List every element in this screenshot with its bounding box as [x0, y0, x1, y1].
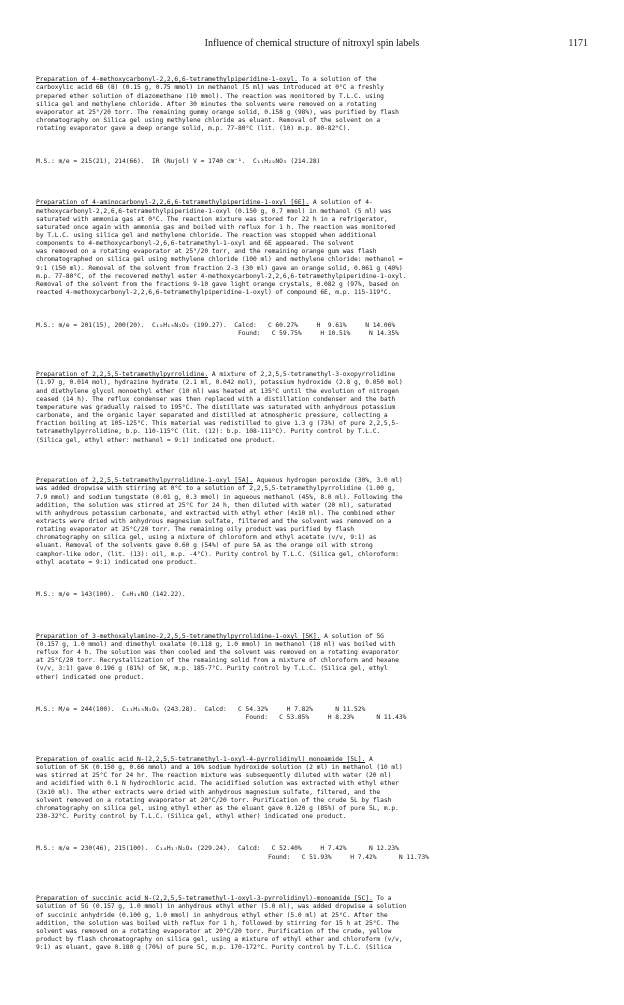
section-prep-pyrrolidine-oxyl-5a	[36, 477, 588, 567]
section-prep-aminocarbonyl-6e	[36, 199, 588, 297]
section-prep-tetramethylpyrrolidine	[36, 371, 588, 444]
section-prep-methoxalylamino-5k	[36, 633, 588, 682]
section-heading: Preparation of 2,2,5,5-tetramethylpyrrolidine-1-oxyl [5A].	[36, 477, 253, 485]
page-number: 1171	[568, 38, 588, 49]
section-heading: Preparation of 4-methoxycarbonyl-2,2,6,6-tetramethylpiperidine-1-oxyl.	[36, 76, 298, 84]
section-text: Aqueous hydrogen peroxide (30%, 3.0 ml) was added dropwise with stirring at 0°C to a solution of 2,2,5,5-tetramethylpyrrolidine (1.00 g, 7.9 mmol) and sodium tungstate (0.01 g, 0.3 mmol) in aqueous methanol (45%, 8.0 ml). Following the addition, the solution was stirred at 25°C for 24 h, then diluted with water (20 ml), saturated with anhydrous potassium carbonate, and extracted with ethyl ether (4x10 ml). The combined ether extracts were dried with anhydrous magnesium sulfate, filtered and the solvent was removed on a rotating evaporator at 25°C/20 torr. The remaining oily product was purified by flash chromatography on silica gel, using a mixture of chloroform and ethyl acetate (v/v, 9:1) as eluant. Removal of the solvents gave 0.60 g (54%) of pure 5A as the orange oil with strong camphor-like odor, (lit. (13): oil, m.p. -4°C). Purity control by T.L.C. (Silica gel, chloroform: ethyl acetate = 9:1) indicated one product.	[36, 477, 403, 566]
section-prep-oxalic-monoamide-5l	[36, 756, 588, 821]
section-text: To a solution of the carboxylic acid 6B (8) (0.15 g, 0.75 mmol) in methanol (5 ml) was introduced at 0°C a freshly prepared ether solution of diazomethane (10 mmol). The reaction was monitored by T.L.C. using silica gel and methylene chloride. After 30 minutes the solvents were removed on a rotating evaporator at 25°/20 torr. The remaining gummy orange solid, 0.158 g (98%), was purified by flash chromatography on Silica gel using methylene chloride as eluant. Removal of the solvent on a rotating evaporator gave a deep orange solid, m.p. 77-80°C (lit. (10) m.p. 80-82°C).	[36, 76, 399, 133]
section-heading: Preparation of 2,2,5,5-tetramethylpyrrolidine.	[36, 371, 209, 379]
section-heading: Preparation of succinic acid N-(2,2,5,5-tetramethyl-1-oxyl-3-pyrrolidinyl)-monoamide [5C].	[36, 895, 373, 903]
analytical-data: M.S.: m/e = 215(21), 214(66). IR (Nujol) V = 1740 cm⁻¹. C₁₁H₂₀NO₃ (214.28)	[36, 157, 321, 165]
section-text: A solution of 5G (0.157 g, 1.0 mmol) and dimethyl oxalate (0.118 g, 1.0 mmol) in methanol (10 ml) was boiled with reflux for 4 h. The solution was then cooled and the solvent was removed on a rotating evaporator at 25°C/20 torr. Recrystallization of the remaining solid from a mixture of chloroform and hexane (v/v, 3:1) gave 0.196 g (81%) of 5K, m.p. 185-7°C. Purity control by T.L.C. (Silica gel, ethyl ether) indicated one product.	[36, 632, 399, 681]
analytical-data: M.S.: m/e = 201(15), 200(20). C₁₀H₁₉N₂O₂ (199.27). Calcd: C 60.27% H 9.61% N 14.06% Found: C 59.75% H 10.51% N 14.35%	[36, 321, 399, 337]
section-text: A solution of 4- methoxycarbonyl-2,2,6,6-tetramethylpiperidine-1-oxyl (0.150 g, 0.7 mmol) in methanol (5 ml) was saturated with ammonia gas at 0°C. The reaction mixture was stored for 22 h in a refrigerator, saturated once again with ammonia gas and boiled with reflux for 1 h. The reaction was monitored by T.L.C. using silica gel and methylene chloride. The reaction was stopped when additional components to 4-methoxycarbonyl-2,6,6-tetramethyl-1-oxyl and 6E appeared. The solvent was removed on a rotating evaporator at 25°/20 torr, and the remaining orange gum was flash chromatographed on silica gel using methylene chloride (100 ml) and methylene chloride: methanol = 9:1 (150 ml). Removal of the solvent from fraction 2-3 (30 ml) gave an orange solid, 0.061 g (40%) m.p. 77-80°C, of the recovered methyl ester 4-methoxycarbonyl-2,2,6,6-tetramethylpiperidine-1-oxyl. Removal of the solvent from the fractions 9-10 gave light orange crystals, 0.082 g (97%, based on reacted 4-methoxycarbonyl-2,2,6,6-tetramethylpiperidine-1-oxyl) of compound 6E, m.p. 115-119°C.	[36, 199, 407, 297]
section-prep-methoxycarbonyl	[36, 76, 588, 133]
section-text: A mixture of 2,2,5,5-tetramethyl-3-oxopyrrolidine (1.97 g, 0.014 mol), hydrazine hydrate (2.1 ml, 0.042 mol), potassium hydroxide (2.8 g, 0.050 mol) and diethylene glycol monoethyl ether (10 ml) was heated at 135°C until the evolution of nitrogen ceased (14 h). The reflux condenser was then replaced with a distillation condenser and the bath temperature was gradually raised to 195°C. The distillate was saturated with anhydrous potassium carbonate, and the organic layer separated and distilled at atmospheric pressure, collecting a fraction boiling at 105-125°C. This material was redistilled to give 1.3 g (73%) of pure 2,2,5,5- tetramethylpyrrolidine, b.p. 110-115°C (lit. (12): b.p. 108-111°C). Purity control by T.L.C. (Silica gel, ethyl ether: methanol = 9:1) indicated one product.	[36, 371, 403, 444]
section-heading: Preparation of oxalic acid N-(2,2,5,5-tetramethyl-1-oxyl-4-pyrrolidinyl) monoamide [5L].	[36, 755, 366, 763]
article-body	[36, 60, 588, 977]
analytical-data: M.S.: m/e = 143(100). C₈H₁₆NO (142.22).	[36, 591, 186, 599]
analytical-data: M.S.: m/e = 230(46), 215(100). C₁₀H₁₇N₂O₄ (229.24). Calcd: C 52.40% H 7.42% N 12.23% Found: C 51.93% H 7.42% N 11.73%	[36, 845, 429, 861]
running-title: Influence of chemical structure of nitroxyl spin labels	[204, 38, 420, 49]
running-header	[36, 32, 588, 50]
analytical-data: M.S.: M/e = 244(100). C₁₁H₁₉N₂O₄ (243.28). Calcd: C 54.32% H 7.82% N 11.52% Found: C 53.85% H 8.23% N 11.43%	[36, 706, 407, 722]
section-prep-succinic-monoamide-5c	[36, 895, 588, 952]
section-heading: Preparation of 3-methoxalylamino-2,2,5,5-tetramethylpyrrolidine-1-oxyl [5K].	[36, 632, 321, 640]
section-text: A solution of 5K (0.150 g, 0.66 mmol) and a 10% sodium hydroxide solution (2 ml) in methanol (10 ml) was stirred at 25°C for 24 hr. The reaction mixture was subsequently diluted with water (20 ml) and acidified with 0.1 N hydrochloric acid. The acidified solution was extracted with ethyl ether (3x10 ml). The ether extracts were dried with anhydrous magnesium sulfate, filtered, and the solvent removed on a rotating evaporator at 20°C/20 torr. Purification of the crude 5L by flash chromatography on silica gel, using ethyl ether as the eluant gave 0.120 g (85%) of pure 5L, m.p. 230-32°C. Purity control by T.L.C. (Silica gel, ethyl ether) indicated one product.	[36, 755, 403, 820]
section-text: To a solution of 5G (0.157 g, 1.0 mmol) in anhydrous ethyl ether (5.0 ml), was added dropwise a solution of succinic anhydride (0.100 g, 1.0 mmol) in anhydrous ethyl ether (5.0 ml) at 25°C. After the addition, the solution was boiled with reflux for 1 h, followed by stirring for 15 h at 25°C. The solvent was removed on a rotating evaporator at 20°C/20 torr. Purification of the crude, yellow product by flash chromatography on silica gel, using a mixture of ethyl ether and chloroform (v/v, 9:1) as eluant, gave 0.180 g (70%) of pure 5C, m.p. 170-172°C. Purity control by T.L.C. (Silica	[36, 895, 407, 952]
section-heading: Preparation of 4-aminocarbonyl-2,2,6,6-tetramethylpiperidine-1-oxyl [6E].	[36, 199, 310, 207]
